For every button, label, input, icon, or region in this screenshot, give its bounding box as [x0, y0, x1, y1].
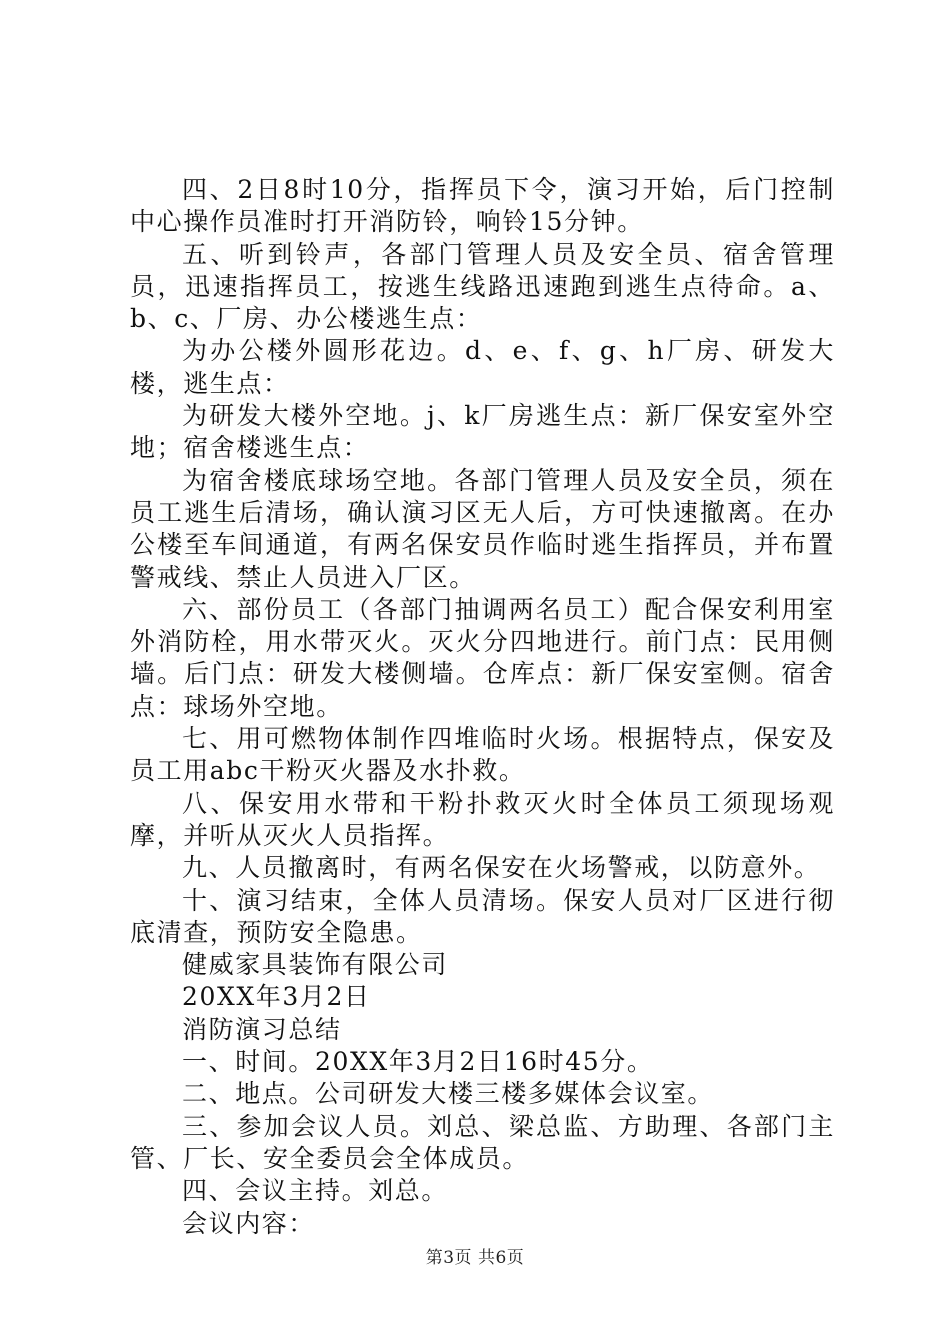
paragraph-3: 为办公楼外圆形花边。d、e、f、g、h厂房、研发大楼，逃生点：	[130, 336, 835, 398]
paragraph-2: 五、听到铃声，各部门管理人员及安全员、宿舍管理员，迅速指挥员工，按逃生线路迅速跑到逃生点待命。a、b、c、厂房、办公楼逃生点：	[130, 239, 835, 334]
paragraph-4: 为研发大楼外空地。j、k厂房逃生点：新厂保安室外空地；宿舍楼逃生点：	[130, 401, 835, 463]
paragraph-7: 七、用可燃物体制作四堆临时火场。根据特点，保安及员工用abc干粉灭火器及水扑救。	[130, 724, 835, 786]
paragraph-1: 四、2日8时10分，指挥员下令，演习开始，后门控制中心操作员准时打开消防铃，响铃15分钟。	[130, 175, 835, 237]
document-date: 20XX年3月2日	[182, 982, 371, 1012]
company-name: 健威家具装饰有限公司	[182, 950, 449, 980]
paragraph-6: 六、部份员工（各部门抽调两名员工）配合保安利用室外消防栓，用水带灭火。灭火分四地进行。前门点：民用侧墙。后门点：研发大楼侧墙。仓库点：新厂保安室侧。宿舍点：球场外空地。	[130, 594, 835, 721]
summary-content-label: 会议内容：	[182, 1208, 316, 1238]
document-body	[130, 174, 835, 1240]
summary-host: 四、会议主持。刘总。	[182, 1176, 449, 1206]
paragraph-5: 为宿舍楼底球场空地。各部门管理人员及安全员，须在员工逃生后清场，确认演习区无人后，方可快速撤离。在办公楼至车间通道，有两名保安员作临时逃生指挥员，并布置警戒线、禁止人员进入厂区。	[130, 465, 835, 592]
paragraph-8: 八、保安用水带和干粉扑救灭火时全体员工须现场观摩，并听从灭火人员指挥。	[130, 788, 835, 850]
paragraph-10: 十、演习结束，全体人员清场。保安人员对厂区进行彻底清查，预防安全隐患。	[130, 885, 835, 947]
section-title: 消防演习总结	[182, 1014, 342, 1044]
paragraph-9: 九、人员撤离时，有两名保安在火场警戒，以防意外。	[182, 853, 821, 883]
summary-attendees: 三、参加会议人员。刘总、梁总监、方助理、各部门主管、厂长、安全委员会全体成员。	[130, 1111, 835, 1173]
summary-location: 二、地点。公司研发大楼三楼多媒体会议室。	[182, 1079, 715, 1109]
summary-time: 一、时间。20XX年3月2日16时45分。	[182, 1047, 654, 1077]
page-number-footer: 第3页 共6页	[425, 1248, 525, 1268]
